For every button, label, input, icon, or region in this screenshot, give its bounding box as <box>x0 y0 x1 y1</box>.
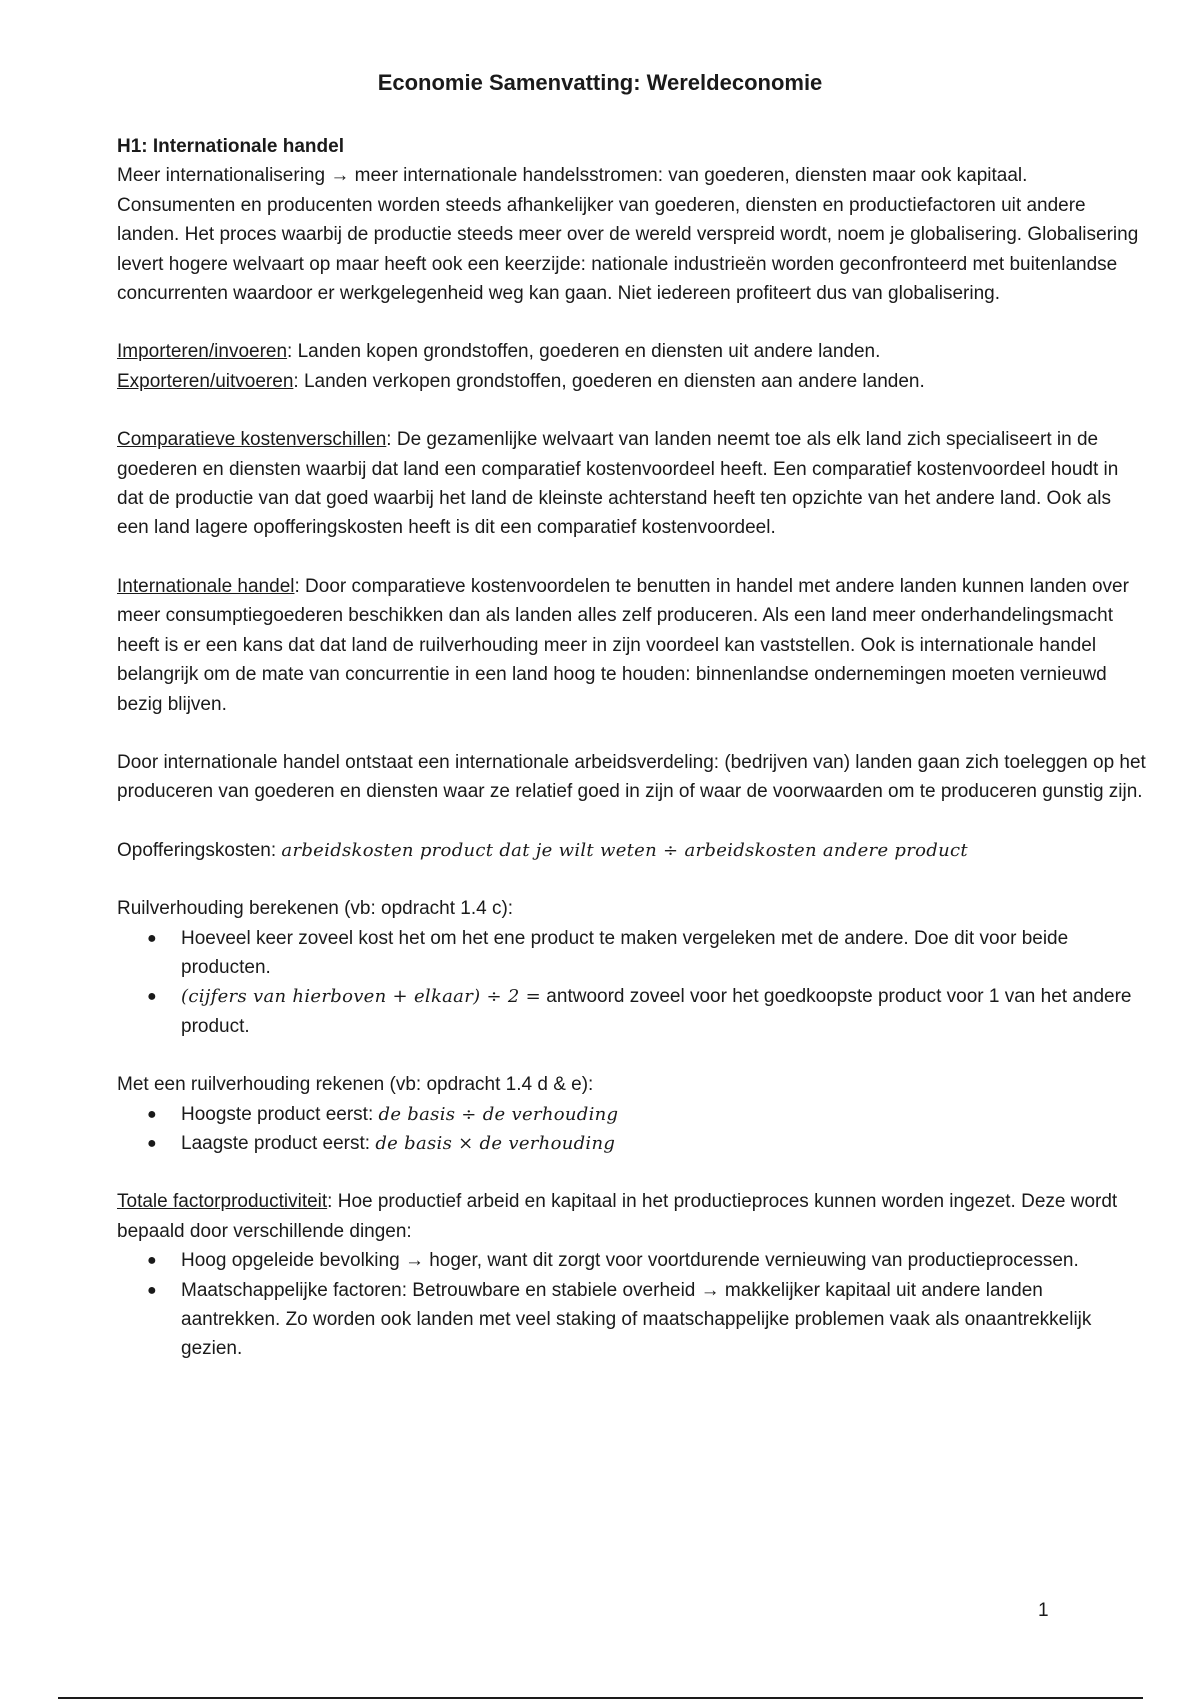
opofferingskosten-formula: arbeidskosten product dat je wilt weten ÷ arbeidskosten andere product <box>281 839 968 861</box>
bullet-icon: ● <box>147 988 157 1006</box>
list-item: ● Hoogste product eerst: de basis ÷ de verhouding <box>181 1100 1147 1129</box>
ruilverhouding-rekenen-list <box>117 1100 1147 1159</box>
ruilverhouding-formula: (cijfers van hierboven + elkaar) ÷ 2 = <box>181 986 542 1008</box>
intro-paragraph: Meer internationalisering → meer internationale handelsstromen: van goederen, diensten maar ook kapitaal. Consumenten en producenten worden steeds afhankelijker van goederen, diensten en productiefactoren uit andere landen. Het proces waarbij de productie steeds meer over de wereld verspreid wordt, noem je globalisering. Globalisering levert hogere welvaart op maar heeft ook een keerzijde: nationale industrieën worden geconfronteerd met buitenlandse concurrenten waardoor er werkgelegenheid weg kan gaan. Niet iedereen profiteert dus van globalisering. <box>117 165 1139 305</box>
comparatieve-definition <box>117 425 1147 543</box>
list-item: ● Maatschappelijke factoren: Betrouwbare en stabiele overheid → makkelijker kapitaal uit andere landen aantrekken. Zo worden ook landen met veel staking of maatschappelijke problemen vaak als onaantrekkelijk gezien. <box>181 1276 1147 1364</box>
ruilverhouding-rekenen-label: Met een ruilverhouding rekenen (vb: opdracht 1.4 d & e): <box>117 1074 594 1096</box>
factorproductiviteit-term: Totale factorproductiviteit <box>117 1191 328 1213</box>
factorproductiviteit-definition <box>117 1187 1147 1246</box>
ruilverhouding-berekenen-label: Ruilverhouding berekenen (vb: opdracht 1.4 c): <box>117 898 514 920</box>
ruilverhouding-berekenen-list <box>117 924 1147 1042</box>
internationale-handel-term: Internationale handel <box>117 575 295 597</box>
exporteren-definition <box>117 367 1147 396</box>
section-heading: H1: Internationale handel <box>117 136 344 157</box>
laagste-formula: de basis × de verhouding <box>375 1132 616 1154</box>
bullet-icon: ● <box>147 1134 157 1152</box>
list-item: ● Hoeveel keer zoveel kost het om het ene product te maken vergeleken met de andere. Doe dit voor beide producten. <box>181 924 1147 983</box>
factorproductiviteit-list <box>117 1246 1147 1364</box>
exporteren-text: : Landen verkopen grondstoffen, goederen en diensten aan andere landen. <box>293 370 925 392</box>
internationale-handel-text: : Door comparatieve kostenvoordelen te benutten in handel met andere landen kunnen landen over meer consumptiegoederen beschikken dan als landen alles zelf produceren. Als een land meer onderhandelingsmacht heeft is er een kans dat dat land de ruilverhouding meer in zijn voordeel kan vaststellen. Ook is internationale handel belangrijk om de mate van concurrentie in een land hoog te houden: binnenlandse ondernemingen moeten vernieuwd bezig blijven. <box>117 575 1129 715</box>
exporteren-term: Exporteren/uitvoeren <box>117 370 294 392</box>
bullet-icon: ● <box>147 1281 157 1299</box>
arbeidsverdeling-paragraph: Door internationale handel ontstaat een internationale arbeidsverdeling: (bedrijven van) landen gaan zich toeleggen op het produceren van goederen en diensten waar ze relatief goed in zijn of waar de voorwaarden om te produceren gunstig zijn. <box>117 751 1146 803</box>
bullet-icon: ● <box>147 1105 157 1123</box>
list-item: ● Laagste product eerst: de basis × de verhouding <box>181 1129 1147 1158</box>
list-item: ● Hoog opgeleide bevolking → hoger, want dit zorgt voor voortdurende vernieuwing van productieprocessen. <box>181 1246 1147 1275</box>
footer-divider <box>58 1697 1143 1699</box>
comparatieve-term: Comparatieve kostenverschillen <box>117 429 387 451</box>
importeren-definition <box>117 337 1147 366</box>
bullet-icon: ● <box>147 1252 157 1270</box>
list-item: ● (cijfers van hierboven + elkaar) ÷ 2 = antwoord zoveel voor het goedkoopste product voor 1 van het andere product. <box>181 982 1147 1041</box>
page-number: 1 <box>1038 1600 1049 1621</box>
opofferingskosten-label: Opofferingskosten: <box>117 839 282 861</box>
importeren-text: : Landen kopen grondstoffen, goederen en diensten uit andere landen. <box>287 341 881 363</box>
hoogste-formula: de basis ÷ de verhouding <box>378 1103 619 1125</box>
internationale-handel-definition <box>117 572 1147 719</box>
bullet-icon: ● <box>147 929 157 947</box>
importeren-term: Importeren/invoeren <box>117 341 288 363</box>
document-body <box>117 132 1147 1364</box>
comparatieve-text: : De gezamenlijke welvaart van landen neemt toe als elk land zich specialiseert in de goederen en diensten waarbij dat land een comparatief kostenvoordeel heeft. Een comparatief kostenvoordeel houdt in dat de productie van dat goed waarbij het land de kleinste achterstand heeft ten opzichte van het andere land. Ook als een land lagere opofferingskosten heeft is dit een comparatief kostenvoordeel. <box>117 429 1119 539</box>
opofferingskosten-line <box>117 836 1147 865</box>
factorproductiviteit-text: : Hoe productief arbeid en kapitaal in het productieproces kunnen worden ingezet. Deze wordt bepaald door verschillende dingen: <box>117 1191 1118 1242</box>
document-title: Economie Samenvatting: Wereldeconomie <box>377 70 823 95</box>
